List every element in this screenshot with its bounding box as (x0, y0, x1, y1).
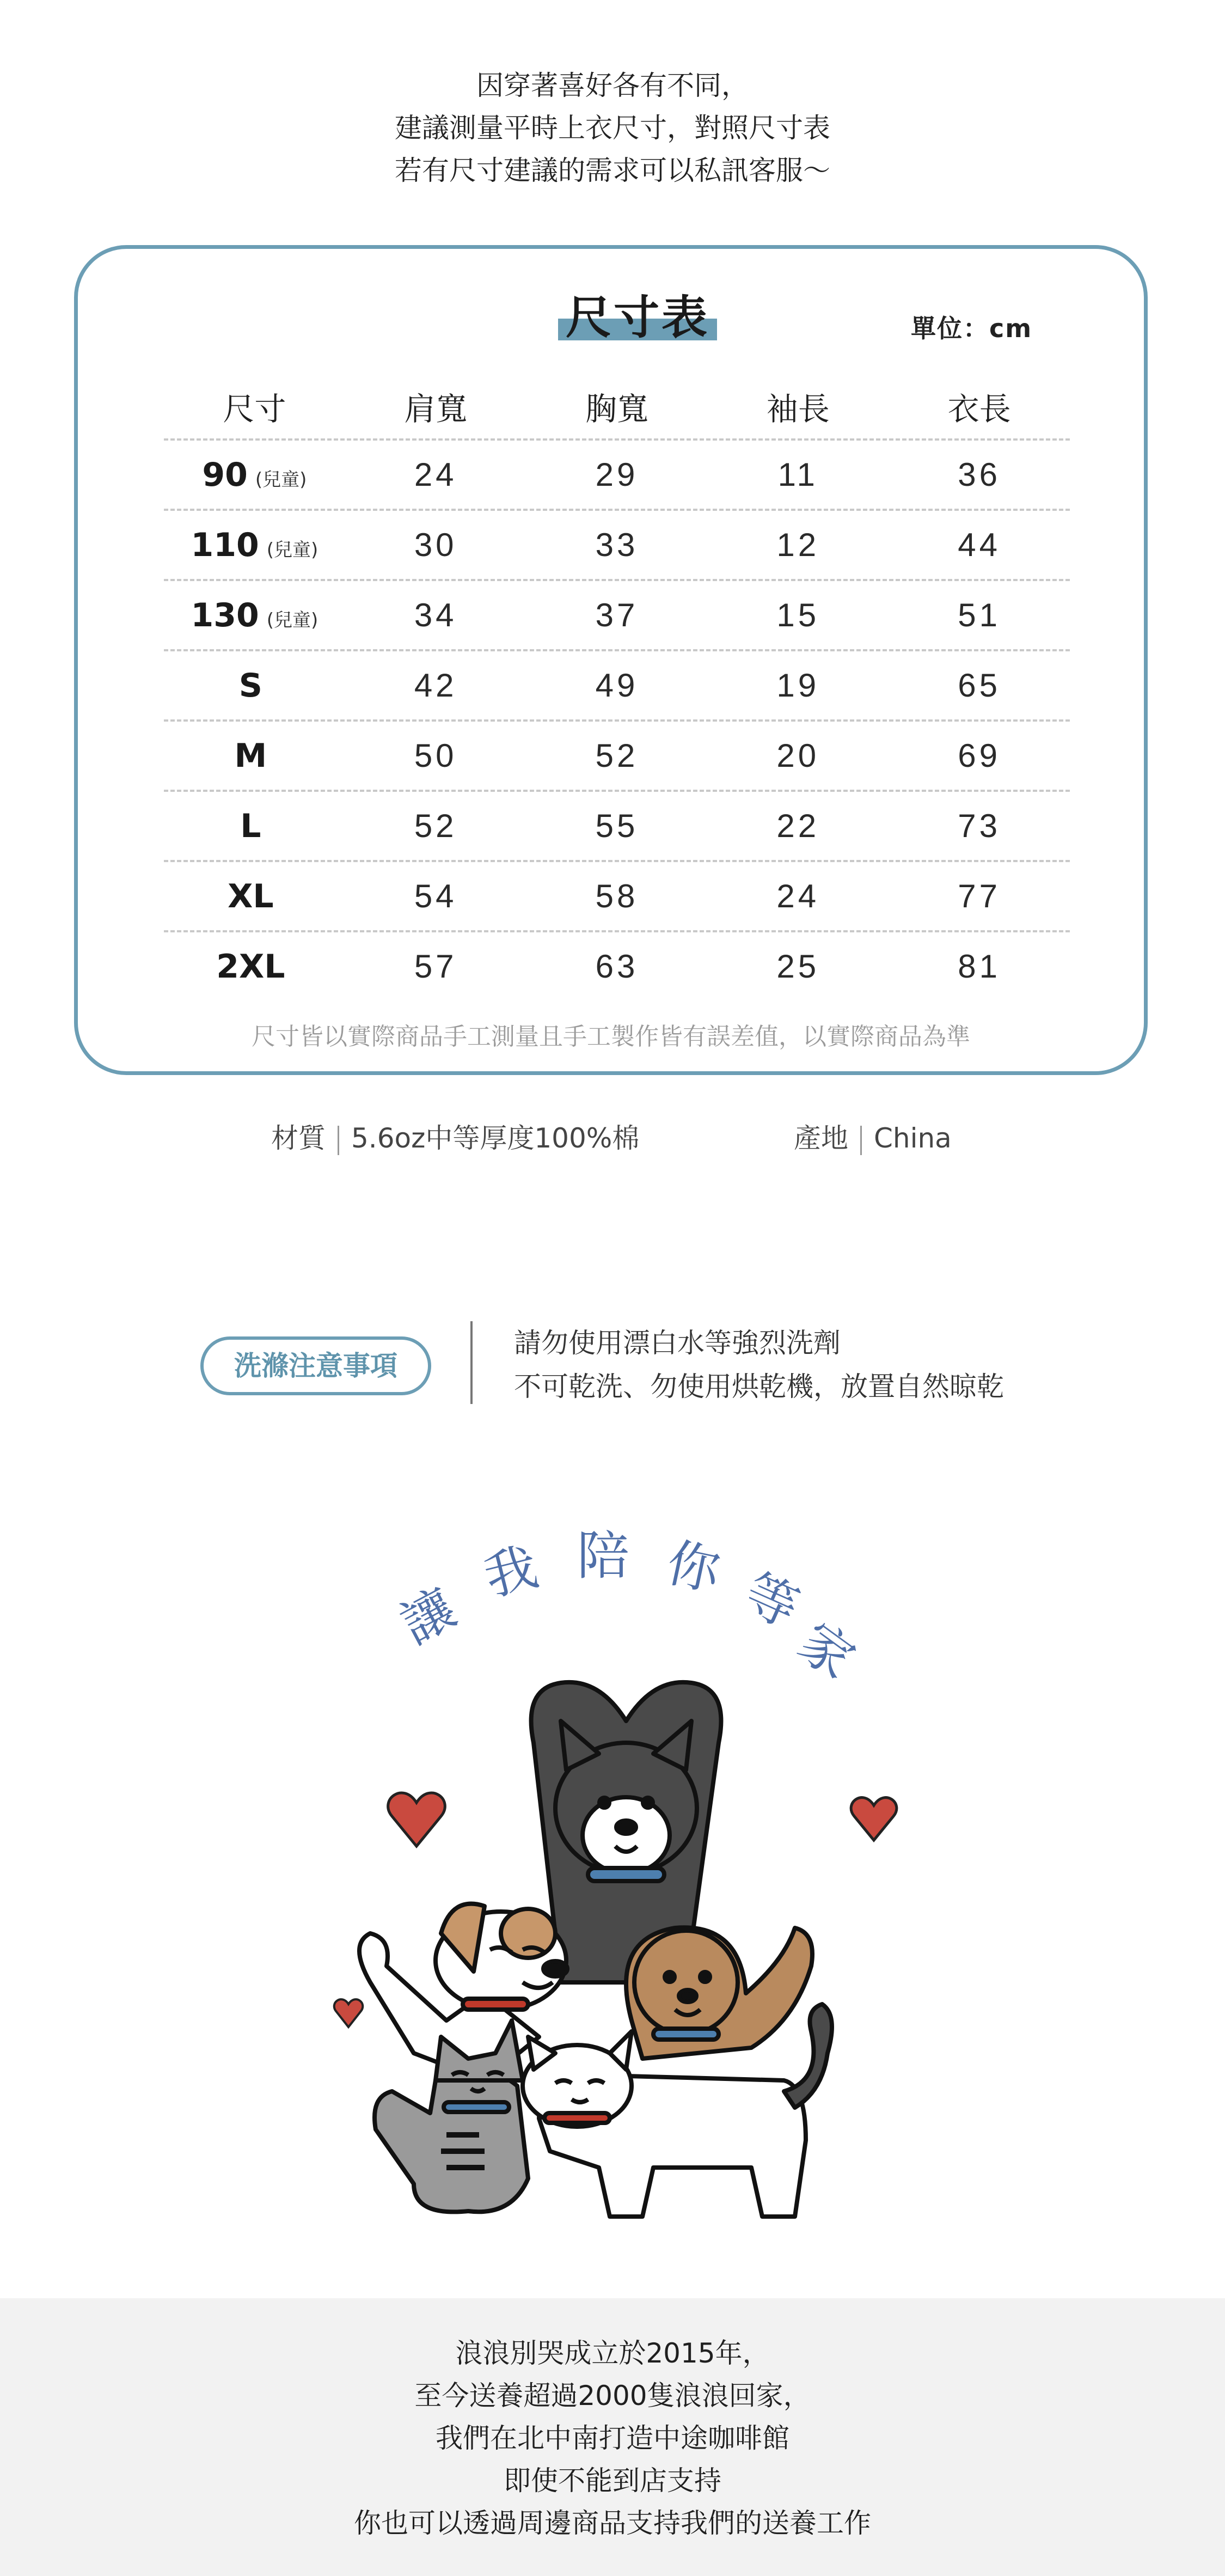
chest-cell: 55 (595, 808, 639, 844)
info-separator (860, 1126, 862, 1155)
length-cell: 73 (958, 808, 1001, 844)
chest-cell: 37 (595, 597, 639, 633)
material-value: 5.6oz中等厚度100%棉 (351, 1122, 640, 1154)
length-cell: 44 (958, 527, 1001, 563)
chest-cell: 58 (595, 878, 639, 914)
headline-char: 等 (735, 1562, 808, 1640)
shoulder-cell: 42 (414, 667, 457, 704)
header-chest: 胸寬 (585, 390, 648, 428)
length-cell: 36 (958, 456, 1001, 493)
footer-line: 浪浪別哭成立於2015年， (455, 2337, 770, 2369)
origin-value: China (874, 1122, 952, 1154)
chest-cell: 49 (595, 667, 639, 704)
headline-char: 你 (661, 1531, 726, 1603)
chest-cell: 52 (595, 737, 639, 774)
size-cell: 90 (兒童) (202, 455, 307, 494)
tabby-cat (375, 2020, 528, 2212)
size-disclaimer: 尺寸皆以實際商品手工測量且手工製作皆有誤差值，以實際商品為準 (252, 1023, 970, 1051)
table-row (164, 651, 1070, 719)
footer-line: 我們在北中南打造中途咖啡館 (436, 2422, 789, 2454)
length-cell: 81 (958, 948, 1001, 985)
shoulder-cell: 50 (414, 737, 457, 774)
shoulder-cell: 52 (414, 808, 457, 844)
header-shoulder: 肩寬 (404, 390, 468, 428)
chest-cell: 29 (595, 456, 639, 493)
material-label: 材質 (271, 1122, 326, 1154)
length-cell: 51 (958, 597, 1001, 633)
footer-section (0, 2298, 1225, 2576)
shoulder-cell: 24 (414, 456, 457, 493)
intro-line: 若有尺寸建議的需求可以私訊客服～ (395, 155, 830, 186)
size-cell: 130 (兒童) (191, 596, 318, 634)
header-length: 衣長 (947, 390, 1011, 428)
shoulder-cell: 34 (414, 597, 457, 633)
table-header-row (164, 374, 1070, 438)
chest-cell: 33 (595, 527, 639, 563)
table-row (164, 862, 1070, 930)
header-size: 尺寸 (223, 390, 286, 428)
illustration-headline (391, 1525, 866, 1691)
material-info (271, 1116, 639, 1156)
length-cell: 77 (958, 878, 1001, 914)
shoulder-cell: 54 (414, 878, 457, 914)
size-cell: S (238, 666, 262, 705)
shoulder-cell: 30 (414, 527, 457, 563)
table-row (164, 441, 1070, 509)
size-cell: L (240, 807, 261, 845)
heart-icon (334, 1999, 363, 2027)
footer-line: 至今送養超過2000隻浪浪回家， (414, 2380, 811, 2412)
headline-char: 陪 (577, 1525, 629, 1586)
size-cell: 110 (兒童) (191, 526, 318, 564)
sleeve-cell: 12 (776, 527, 820, 563)
sleeve-cell: 15 (776, 597, 820, 633)
size-cell: M (234, 736, 267, 775)
footer-line: 你也可以透過周邊商品支持我們的送養工作 (354, 2507, 871, 2539)
table-row (164, 792, 1070, 860)
origin-label: 產地 (794, 1122, 848, 1154)
length-cell: 65 (958, 667, 1001, 704)
sleeve-cell: 11 (777, 456, 818, 493)
info-separator (338, 1126, 339, 1155)
length-cell: 69 (958, 737, 1001, 774)
size-chart-title: 尺寸表 (540, 285, 768, 350)
size-table (164, 374, 1070, 1000)
sleeve-cell: 22 (776, 808, 820, 844)
size-cell: 2XL (216, 947, 285, 986)
wash-divider (470, 1321, 473, 1404)
origin-info (794, 1116, 952, 1156)
heart-icon (851, 1798, 897, 1840)
heart-icon (388, 1793, 445, 1846)
header-sleeve: 袖長 (766, 390, 830, 428)
sleeve-cell: 20 (776, 737, 820, 774)
shoulder-cell: 57 (414, 948, 457, 985)
chest-cell: 63 (595, 948, 639, 985)
table-row (164, 511, 1070, 579)
size-chart-card (74, 245, 1148, 1075)
table-row (164, 932, 1070, 1000)
wash-care-badge: 洗滌注意事項 (200, 1336, 431, 1395)
headline-char: 家 (787, 1610, 866, 1692)
headline-char: 讓 (391, 1577, 466, 1656)
intro-text (0, 64, 1225, 192)
wash-line: 請勿使用漂白水等強烈洗劑 (514, 1327, 841, 1359)
footer-text (0, 2332, 1225, 2544)
table-row (164, 722, 1070, 790)
wash-line: 不可乾洗、勿使用烘乾機，放置自然晾乾 (514, 1371, 1004, 1402)
table-row (164, 581, 1070, 649)
sleeve-cell: 24 (776, 878, 820, 914)
intro-line: 因穿著喜好各有不同， (476, 70, 749, 101)
sleeve-cell: 19 (776, 667, 820, 704)
wash-instructions (514, 1321, 1004, 1408)
size-cell: XL (228, 877, 274, 915)
poodle-dog (626, 1927, 812, 2059)
headline-char: 我 (478, 1536, 544, 1608)
footer-line: 即使不能到店支持 (504, 2465, 721, 2496)
unit-label: 單位：cm (911, 314, 1033, 343)
pets-illustration (305, 1514, 920, 2238)
sleeve-cell: 25 (776, 948, 820, 985)
intro-line: 建議測量平時上衣尺寸，對照尺寸表 (395, 112, 830, 144)
